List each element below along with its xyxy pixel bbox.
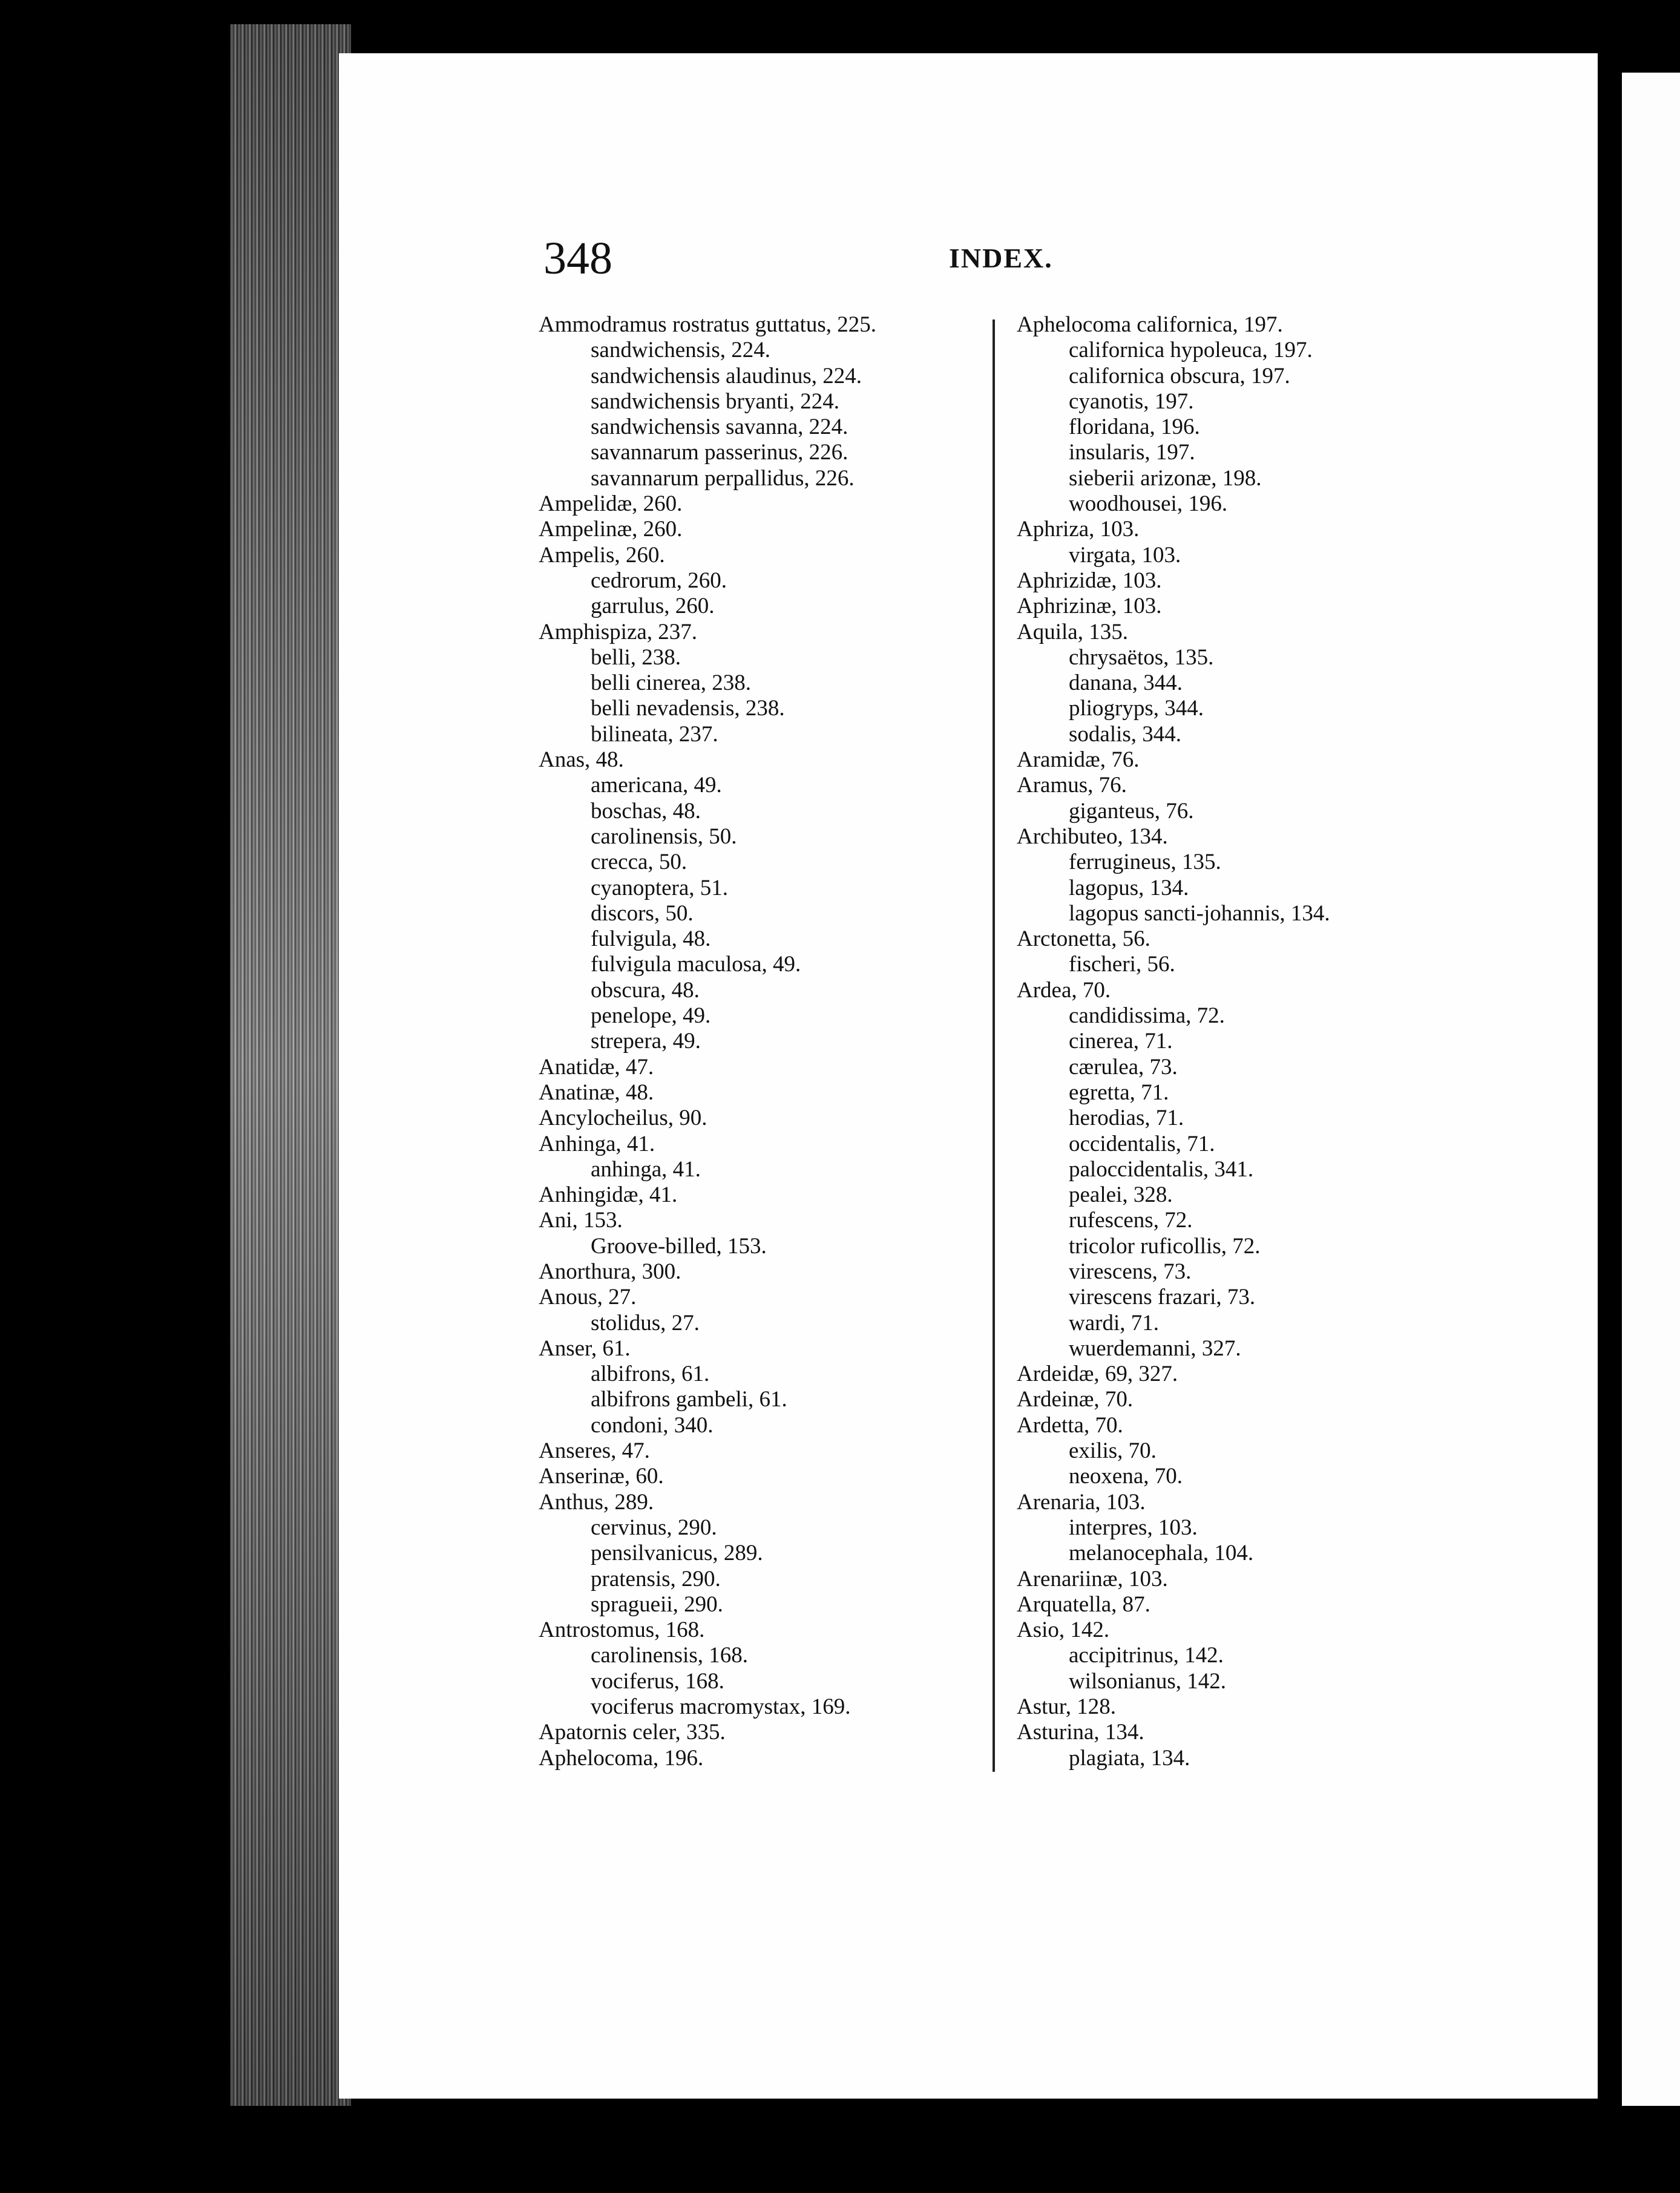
- index-subentry: albifrons, 61.: [591, 1362, 710, 1387]
- index-entry: Anhinga, 41.: [539, 1131, 655, 1156]
- index-subentry: pliogryps, 344.: [1069, 696, 1204, 721]
- index-entry: Archibuteo, 134.: [1017, 824, 1168, 849]
- index-subentry: lagopus, 134.: [1069, 875, 1189, 900]
- index-entry: Ancylocheilus, 90.: [539, 1106, 707, 1131]
- running-head: INDEX.: [949, 243, 1053, 274]
- index-subentry: lagopus sancti-johannis, 134.: [1069, 900, 1330, 926]
- index-subentry: discors, 50.: [591, 900, 694, 926]
- index-subentry: danana, 344.: [1069, 670, 1183, 696]
- index-entry: Ardeinæ, 70.: [1017, 1387, 1134, 1412]
- index-entry: Ardea, 70.: [1017, 977, 1111, 1003]
- index-subentry: wilsonianus, 142.: [1069, 1668, 1227, 1694]
- index-subentry: chrysaëtos, 135.: [1069, 644, 1214, 670]
- index-subentry: wardi, 71.: [1069, 1310, 1159, 1336]
- index-subentry: accipitrinus, 142.: [1069, 1643, 1224, 1668]
- index-entry: Ardetta, 70.: [1017, 1412, 1123, 1438]
- index-entry: Aphriza, 103.: [1017, 517, 1140, 542]
- index-subentry: sandwichensis, 224.: [591, 338, 770, 363]
- index-entry: Aramus, 76.: [1017, 773, 1127, 798]
- index-subentry: bilineata, 237.: [591, 721, 718, 747]
- index-subentry: cærulea, 73.: [1069, 1054, 1178, 1080]
- index-subentry: spragueii, 290.: [591, 1591, 723, 1617]
- index-entry: Anatidæ, 47.: [539, 1054, 654, 1080]
- index-subentry: occidentalis, 71.: [1069, 1131, 1215, 1156]
- index-subentry: belli cinerea, 238.: [591, 670, 752, 696]
- index-entry: Anatinæ, 48.: [539, 1080, 654, 1105]
- index-subentry: savannarum perpallidus, 226.: [591, 465, 855, 491]
- index-subentry: condoni, 340.: [591, 1412, 714, 1438]
- index-subentry: vociferus macromystax, 169.: [591, 1694, 851, 1720]
- index-subentry: fulvigula, 48.: [591, 926, 711, 952]
- index-subentry: candidissima, 72.: [1069, 1003, 1225, 1029]
- index-subentry: stolidus, 27.: [591, 1310, 700, 1336]
- index-subentry: cyanoptera, 51.: [591, 875, 729, 900]
- index-entry: Anseres, 47.: [539, 1438, 650, 1464]
- index-subentry: sandwichensis alaudinus, 224.: [591, 363, 862, 388]
- adjacent-page-edge: [1622, 73, 1680, 2106]
- index-subentry: sodalis, 344.: [1069, 721, 1182, 747]
- index-subentry: anhinga, 41.: [591, 1156, 701, 1182]
- index-entry: Anthus, 289.: [539, 1489, 654, 1515]
- index-subentry: tricolor ruficollis, 72.: [1069, 1233, 1261, 1259]
- index-entry: Apatornis celer, 335.: [539, 1720, 726, 1745]
- index-entry: Asturina, 134.: [1017, 1720, 1144, 1745]
- index-subentry: virescens frazari, 73.: [1069, 1285, 1256, 1310]
- index-subentry: herodias, 71.: [1069, 1106, 1184, 1131]
- index-entry: Asio, 142.: [1017, 1618, 1110, 1643]
- index-subentry: savannarum passerinus, 226.: [591, 440, 848, 465]
- index-entry: Amphispiza, 237.: [539, 619, 698, 644]
- index-subentry: boschas, 48.: [591, 798, 701, 824]
- index-entry: Ampelis, 260.: [539, 542, 665, 568]
- index-entry: Aphelocoma, 196.: [539, 1745, 704, 1771]
- index-subentry: giganteus, 76.: [1069, 798, 1194, 824]
- index-subentry: pensilvanicus, 289.: [591, 1541, 763, 1566]
- index-subentry: californica hypoleuca, 197.: [1069, 338, 1313, 363]
- index-subentry: cyanotis, 197.: [1069, 388, 1194, 414]
- index-entry: Arctonetta, 56.: [1017, 926, 1150, 952]
- index-subentry: crecca, 50.: [591, 850, 687, 875]
- index-entry: Aphrizidæ, 103.: [1017, 568, 1162, 593]
- index-subentry: sieberii arizonæ, 198.: [1069, 465, 1262, 491]
- index-subentry: melanocephala, 104.: [1069, 1541, 1254, 1566]
- index-subentry: fischeri, 56.: [1069, 952, 1175, 977]
- index-subentry: albifrons gambeli, 61.: [591, 1387, 787, 1412]
- index-subentry: sandwichensis bryanti, 224.: [591, 388, 840, 414]
- index-entry: Astur, 128.: [1017, 1694, 1116, 1720]
- index-subentry: floridana, 196.: [1069, 415, 1200, 440]
- index-entry: Aphrizinæ, 103.: [1017, 594, 1162, 619]
- index-subentry: rufescens, 72.: [1069, 1208, 1193, 1233]
- index-entry: Ammodramus rostratus guttatus, 225.: [539, 312, 877, 337]
- index-subentry: woodhousei, 196.: [1069, 491, 1228, 517]
- column-divider: [993, 320, 995, 1772]
- index-entry: Antrostomus, 168.: [539, 1618, 705, 1643]
- index-column-left: [539, 312, 986, 1771]
- index-subentry: cedrorum, 260.: [591, 568, 727, 593]
- index-subentry: obscura, 48.: [591, 977, 700, 1003]
- index-subentry: sandwichensis savanna, 224.: [591, 415, 848, 440]
- index-entry: Ampelinæ, 260.: [539, 517, 683, 542]
- index-entry: Ampelidæ, 260.: [539, 491, 683, 517]
- index-subentry: virgata, 103.: [1069, 542, 1181, 568]
- index-entry: Anorthura, 300.: [539, 1259, 681, 1284]
- index-subentry: wuerdemanni, 327.: [1069, 1336, 1241, 1361]
- index-entry: Arenaria, 103.: [1017, 1489, 1146, 1515]
- index-entry: Anserinæ, 60.: [539, 1464, 664, 1489]
- index-entry: Ardeidæ, 69, 327.: [1017, 1362, 1178, 1387]
- index-subentry: exilis, 70.: [1069, 1438, 1157, 1464]
- index-column-right: [1017, 312, 1513, 1771]
- index-subentry: fulvigula maculosa, 49.: [591, 952, 801, 977]
- index-entry: Arenariinæ, 103.: [1017, 1566, 1168, 1591]
- index-entry: Anhingidæ, 41.: [539, 1182, 678, 1208]
- index-subentry: insularis, 197.: [1069, 440, 1195, 465]
- index-entry: Aquila, 135.: [1017, 619, 1128, 644]
- index-subentry: carolinensis, 50.: [591, 824, 737, 849]
- index-subentry: carolinensis, 168.: [591, 1643, 748, 1668]
- index-subentry: neoxena, 70.: [1069, 1464, 1183, 1489]
- index-subentry: Groove-billed, 153.: [591, 1233, 767, 1259]
- index-entry: Aramidæ, 76.: [1017, 747, 1140, 773]
- index-subentry: paloccidentalis, 341.: [1069, 1156, 1254, 1182]
- index-subentry: cervinus, 290.: [591, 1515, 717, 1540]
- index-subentry: interpres, 103.: [1069, 1515, 1198, 1540]
- index-subentry: strepera, 49.: [591, 1029, 701, 1054]
- index-subentry: pealei, 328.: [1069, 1182, 1173, 1208]
- index-subentry: penelope, 49.: [591, 1003, 711, 1029]
- index-subentry: plagiata, 134.: [1069, 1745, 1190, 1771]
- index-entry: Anser, 61.: [539, 1336, 631, 1361]
- page-number: 348: [543, 233, 612, 284]
- index-subentry: americana, 49.: [591, 773, 722, 798]
- index-entry: Arquatella, 87.: [1017, 1591, 1150, 1617]
- index-subentry: ferrugineus, 135.: [1069, 850, 1221, 875]
- index-subentry: vociferus, 168.: [591, 1668, 724, 1694]
- index-subentry: californica obscura, 197.: [1069, 363, 1290, 388]
- index-subentry: belli, 238.: [591, 644, 681, 670]
- index-subentry: virescens, 73.: [1069, 1259, 1192, 1284]
- book-page-edges: [230, 24, 351, 2106]
- index-subentry: egretta, 71.: [1069, 1080, 1169, 1105]
- index-entry: Aphelocoma californica, 197.: [1017, 312, 1283, 337]
- index-subentry: garrulus, 260.: [591, 594, 715, 619]
- index-entry: Anas, 48.: [539, 747, 624, 773]
- index-subentry: cinerea, 71.: [1069, 1029, 1173, 1054]
- index-entry: Ani, 153.: [539, 1208, 623, 1233]
- index-subentry: belli nevadensis, 238.: [591, 696, 785, 721]
- index-subentry: pratensis, 290.: [591, 1566, 721, 1591]
- index-entry: Anous, 27.: [539, 1285, 637, 1310]
